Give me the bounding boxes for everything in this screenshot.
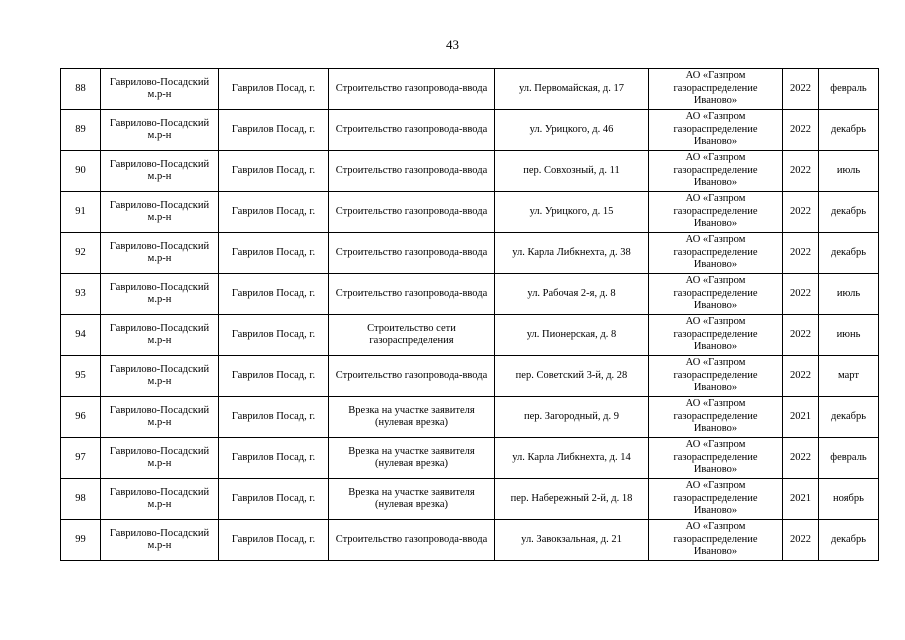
month-cell: декабрь [819,192,879,233]
year-cell: 2021 [783,479,819,520]
row-number: 89 [61,110,101,151]
month-cell: декабрь [819,233,879,274]
district-cell: Гаврилово-Посадский м.р-н [101,356,219,397]
organization-cell: АО «Газпром газораспределение Иваново» [649,438,783,479]
year-cell: 2022 [783,151,819,192]
row-number: 88 [61,69,101,110]
address-cell: ул. Рабочая 2-я, д. 8 [495,274,649,315]
work-type-cell: Врезка на участке заявителя (нулевая врезка) [329,438,495,479]
table-row [61,438,879,479]
year-cell: 2022 [783,520,819,561]
year-cell: 2022 [783,110,819,151]
row-number: 90 [61,151,101,192]
organization-cell: АО «Газпром газораспределение Иваново» [649,151,783,192]
city-cell: Гаврилов Посад, г. [219,233,329,274]
district-cell: Гаврилово-Посадский м.р-н [101,315,219,356]
table-row [61,69,879,110]
work-type-cell: Врезка на участке заявителя (нулевая врезка) [329,479,495,520]
year-cell: 2022 [783,274,819,315]
district-cell: Гаврилово-Посадский м.р-н [101,438,219,479]
organization-cell: АО «Газпром газораспределение Иваново» [649,69,783,110]
year-cell: 2022 [783,69,819,110]
month-cell: декабрь [819,110,879,151]
organization-cell: АО «Газпром газораспределение Иваново» [649,274,783,315]
address-cell: пер. Загородный, д. 9 [495,397,649,438]
organization-cell: АО «Газпром газораспределение Иваново» [649,520,783,561]
address-cell: пер. Советский 3-й, д. 28 [495,356,649,397]
city-cell: Гаврилов Посад, г. [219,69,329,110]
table-row [61,274,879,315]
year-cell: 2022 [783,315,819,356]
row-number: 99 [61,520,101,561]
address-cell: пер. Совхозный, д. 11 [495,151,649,192]
year-cell: 2022 [783,356,819,397]
city-cell: Гаврилов Посад, г. [219,315,329,356]
month-cell: декабрь [819,520,879,561]
row-number: 92 [61,233,101,274]
work-type-cell: Строительство газопровода-ввода [329,110,495,151]
work-type-cell: Строительство газопровода-ввода [329,192,495,233]
address-cell: ул. Урицкого, д. 15 [495,192,649,233]
table-row [61,356,879,397]
district-cell: Гаврилово-Посадский м.р-н [101,233,219,274]
organization-cell: АО «Газпром газораспределение Иваново» [649,397,783,438]
organization-cell: АО «Газпром газораспределение Иваново» [649,233,783,274]
district-cell: Гаврилово-Посадский м.р-н [101,151,219,192]
address-cell: ул. Завокзальная, д. 21 [495,520,649,561]
district-cell: Гаврилово-Посадский м.р-н [101,274,219,315]
district-cell: Гаврилово-Посадский м.р-н [101,397,219,438]
year-cell: 2022 [783,192,819,233]
table-row [61,397,879,438]
city-cell: Гаврилов Посад, г. [219,151,329,192]
row-number: 96 [61,397,101,438]
city-cell: Гаврилов Посад, г. [219,192,329,233]
district-cell: Гаврилово-Посадский м.р-н [101,69,219,110]
city-cell: Гаврилов Посад, г. [219,356,329,397]
page-number: 43 [446,37,459,52]
address-cell: ул. Карла Либкнехта, д. 38 [495,233,649,274]
registry-table [60,68,879,561]
table-row [61,192,879,233]
table-row [61,110,879,151]
work-type-cell: Строительство сети газораспределения [329,315,495,356]
table-row [61,479,879,520]
address-cell: ул. Урицкого, д. 46 [495,110,649,151]
month-cell: декабрь [819,397,879,438]
work-type-cell: Строительство газопровода-ввода [329,233,495,274]
city-cell: Гаврилов Посад, г. [219,397,329,438]
work-type-cell: Строительство газопровода-ввода [329,520,495,561]
month-cell: июль [819,151,879,192]
city-cell: Гаврилов Посад, г. [219,110,329,151]
year-cell: 2022 [783,438,819,479]
district-cell: Гаврилово-Посадский м.р-н [101,479,219,520]
year-cell: 2022 [783,233,819,274]
month-cell: июль [819,274,879,315]
registry-table-body [61,69,879,561]
organization-cell: АО «Газпром газораспределение Иваново» [649,479,783,520]
table-row [61,151,879,192]
month-cell: февраль [819,69,879,110]
district-cell: Гаврилово-Посадский м.р-н [101,110,219,151]
city-cell: Гаврилов Посад, г. [219,274,329,315]
organization-cell: АО «Газпром газораспределение Иваново» [649,192,783,233]
work-type-cell: Строительство газопровода-ввода [329,356,495,397]
row-number: 98 [61,479,101,520]
work-type-cell: Врезка на участке заявителя (нулевая врезка) [329,397,495,438]
city-cell: Гаврилов Посад, г. [219,479,329,520]
month-cell: февраль [819,438,879,479]
district-cell: Гаврилово-Посадский м.р-н [101,192,219,233]
address-cell: ул. Первомайская, д. 17 [495,69,649,110]
work-type-cell: Строительство газопровода-ввода [329,274,495,315]
month-cell: ноябрь [819,479,879,520]
month-cell: март [819,356,879,397]
table-row [61,315,879,356]
year-cell: 2021 [783,397,819,438]
address-cell: ул. Пионерская, д. 8 [495,315,649,356]
table-row [61,520,879,561]
work-type-cell: Строительство газопровода-ввода [329,69,495,110]
row-number: 94 [61,315,101,356]
row-number: 97 [61,438,101,479]
city-cell: Гаврилов Посад, г. [219,520,329,561]
city-cell: Гаврилов Посад, г. [219,438,329,479]
address-cell: ул. Карла Либкнехта, д. 14 [495,438,649,479]
row-number: 93 [61,274,101,315]
organization-cell: АО «Газпром газораспределение Иваново» [649,356,783,397]
row-number: 91 [61,192,101,233]
address-cell: пер. Набережный 2-й, д. 18 [495,479,649,520]
table-row [61,233,879,274]
organization-cell: АО «Газпром газораспределение Иваново» [649,110,783,151]
month-cell: июнь [819,315,879,356]
organization-cell: АО «Газпром газораспределение Иваново» [649,315,783,356]
row-number: 95 [61,356,101,397]
work-type-cell: Строительство газопровода-ввода [329,151,495,192]
district-cell: Гаврилово-Посадский м.р-н [101,520,219,561]
